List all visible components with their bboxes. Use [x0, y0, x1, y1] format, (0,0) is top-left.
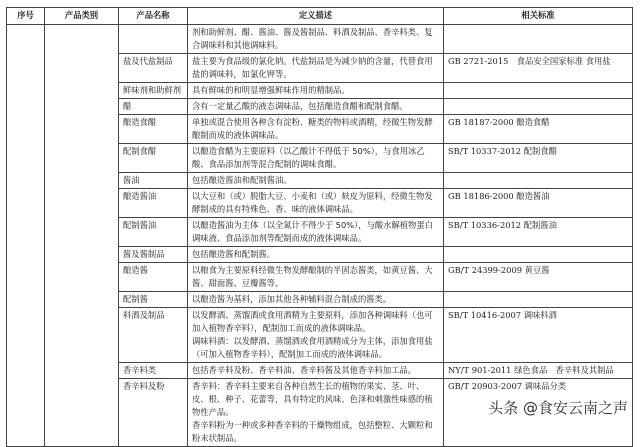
category-cell — [45, 25, 119, 447]
standard-cell — [444, 308, 633, 363]
index-cell — [7, 25, 45, 447]
standard-text: GB/T 20903-2007 调味品分类 — [448, 381, 567, 391]
product-name-cell: 酱及酱制品 — [119, 247, 188, 263]
table-row — [7, 25, 633, 54]
product-name-cell: 酱油 — [119, 173, 188, 189]
standard-text: GB 18187-2000 酿造食醋 — [448, 117, 550, 127]
definition-cell: 具有鲜味的和明显增强鲜味作用的精制品。 — [188, 83, 444, 99]
definition-cell: 单独或混合使用各种含有淀粉、糖类的物料或酒精，经微生物发酵酿制而成的液体调味品。 — [188, 115, 444, 144]
product-name-cell — [119, 25, 188, 54]
standard-cell — [444, 218, 633, 247]
standard-cell — [444, 379, 633, 447]
product-name-cell: 配制酱 — [119, 292, 188, 308]
standard-text: GB 18186-2000 酿造酱油 — [448, 191, 550, 201]
product-name-cell: 香辛料及粉 — [119, 379, 188, 447]
standard-cell — [444, 173, 633, 189]
definition-cell: 以酿造酱油为主体（以全氮计不得少于 50%），与酸水解植物蛋白调味液、食品添加剂等配制而成的液体调味品。 — [188, 218, 444, 247]
header-product-name: 产品名称 — [119, 8, 188, 25]
header-definition: 定义描述 — [188, 8, 444, 25]
definition-cell: 剂和助鲜剂、醋、酱油、酱及酱制品、料酒及制品、香辛料类、复合调味料和其他调味料。 — [188, 25, 444, 54]
definition-cell: 以发酵酒、蒸馏酒或食用酒精为主要原料，添加各种调味料（也可加入植物香辛料），配制加工而成的液体调味品。 调味料酒：以发酵酒、蒸馏酒或食用酒精成分为主体，添加食用盐（可加入植物香辛料），配制加工而成的液体调味品。 — [188, 308, 444, 363]
product-name-cell: 配制食醋 — [119, 144, 188, 173]
definition-cell: 以粮食为主要原料经微生物发酵酿制的半固态酱类，如黄豆酱、大酱、甜面酱、豆瓣酱等。 — [188, 263, 444, 292]
definition-cell: 以酿造酱为基料，添加其他各种辅料混合制成的酱类。 — [188, 292, 444, 308]
product-name-cell: 配制酱油 — [119, 218, 188, 247]
product-name-cell: 香辛料类 — [119, 363, 188, 379]
standard-text: GB 2721-2015 食品安全国家标准 食用盐 — [448, 56, 611, 66]
standard-cell — [444, 144, 633, 173]
header-index: 序号 — [7, 8, 45, 25]
header-standard: 相关标准 — [444, 8, 633, 25]
standard-text: SB/T 10416-2007 调味料酒 — [448, 310, 557, 320]
product-name-cell: 料酒及制品 — [119, 308, 188, 363]
standard-cell — [444, 292, 633, 308]
definition-cell: 包括酿造酱油和配制酱油。 — [188, 173, 444, 189]
watermark: 头条 @食安云南之声 — [488, 399, 628, 417]
definition-cell: 香辛料：香辛料主要来自各种自然生长的植物的果实、茎、叶、皮、根、种子、花蕾等，具有特定的风味、色泽和刺激性味感的植物性产品。 香辛料粉为一种或多种香辛料的干燥物组成，包括整粒、大颗粒和粉末状制品。 — [188, 379, 444, 447]
standard-cell — [444, 25, 633, 54]
standard-text: SB/T 10337-2012 配制食醋 — [448, 146, 557, 156]
standard-cell — [444, 115, 633, 144]
standard-cell — [444, 247, 633, 263]
seasoning-standards-table — [6, 7, 633, 447]
standard-cell — [444, 99, 633, 115]
standard-cell — [444, 83, 633, 99]
product-name-cell: 酿造酱 — [119, 263, 188, 292]
product-name-cell: 酿造食醋 — [119, 115, 188, 144]
product-name-cell: 盐及代盐制品 — [119, 54, 188, 83]
definition-cell: 盐主要为食品级的氯化钠。代盐制品是为减少钠的含量，代替食用盐的调味料，如氯化钾等。 — [188, 54, 444, 83]
definition-cell: 包括香辛料及粉、香辛料油、香辛料酱及其他香辛料加工品。 — [188, 363, 444, 379]
standard-cell — [444, 263, 633, 292]
definition-cell: 包括酿造酱和配制酱。 — [188, 247, 444, 263]
standard-text: GB/T 24399-2009 黄豆酱 — [448, 265, 550, 275]
standard-cell — [444, 54, 633, 83]
definition-cell: 含有一定量乙酸的液态调味品，包括酿造食醋和配制食醋。 — [188, 99, 444, 115]
standard-cell — [444, 189, 633, 218]
table-header-row — [7, 8, 633, 25]
product-name-cell: 酿造酱油 — [119, 189, 188, 218]
standard-text: SB/T 10336-2012 配制酱油 — [448, 220, 557, 230]
definition-cell: 以大豆和（或）脱脂大豆、小麦和（或）麸皮为原料，经微生物发酵制成的具有特殊色、香、味的液体调味品。 — [188, 189, 444, 218]
standard-text: NY/T 901-2011 绿色食品 香辛料及其制品 — [448, 365, 614, 375]
standard-cell — [444, 363, 633, 379]
definition-cell: 以酿造食醋为主要原料（以乙酸计不得低于 50%），与食用冰乙酸、食品添加剂等混合配制的调味食醋。 — [188, 144, 444, 173]
product-name-cell: 醋 — [119, 99, 188, 115]
product-name-cell: 鲜味剂和助鲜剂 — [119, 83, 188, 99]
header-category: 产品类别 — [45, 8, 119, 25]
